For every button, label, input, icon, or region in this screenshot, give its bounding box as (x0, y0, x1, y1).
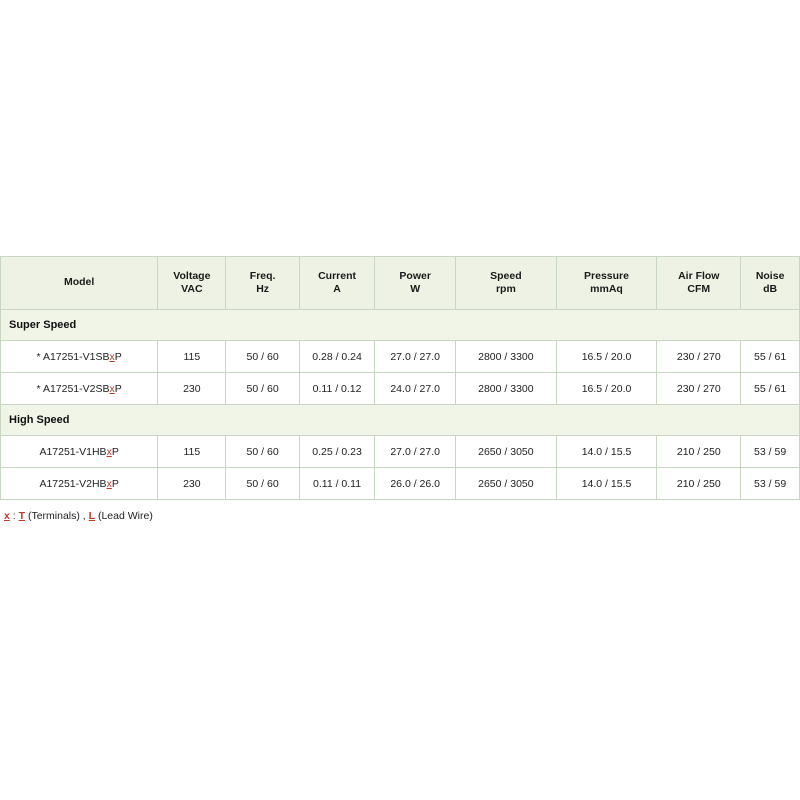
cell-noise: 55 / 61 (741, 373, 800, 405)
footnote-x-symbol: x (4, 510, 10, 522)
column-header-frequency-line1: Freq. (249, 269, 276, 282)
cell-noise: 53 / 59 (741, 468, 800, 500)
cell-speed: 2650 / 3050 (456, 436, 557, 468)
cell-airflow: 230 / 270 (657, 341, 741, 373)
model-prefix: A17251-V1HB (39, 445, 107, 458)
cell-current: 0.11 / 0.11 (299, 468, 374, 500)
cell-power: 24.0 / 27.0 (375, 373, 456, 405)
footnote-t-symbol: T (18, 510, 26, 522)
column-header-speed-line2: rpm (495, 283, 516, 295)
cell-power: 27.0 / 27.0 (375, 436, 456, 468)
column-header-power (375, 257, 456, 310)
cell-power: 27.0 / 27.0 (375, 341, 456, 373)
cell-speed: 2650 / 3050 (456, 468, 557, 500)
column-header-power-line2: W (410, 283, 421, 295)
column-header-airflow-line2: CFM (687, 283, 711, 295)
footnote-l-symbol: L (88, 510, 96, 522)
section-title-high-speed: High Speed (1, 405, 800, 436)
table-row (1, 436, 800, 468)
column-header-voltage-line1: Voltage (173, 269, 211, 282)
cell-noise: 53 / 59 (741, 436, 800, 468)
cell-frequency: 50 / 60 (226, 341, 299, 373)
model-x-marker: x (109, 382, 115, 395)
table-header-row (1, 257, 800, 310)
column-header-model (1, 257, 158, 310)
cell-current: 0.25 / 0.23 (299, 436, 374, 468)
table-row (1, 373, 800, 405)
model-suffix: P (114, 350, 122, 363)
column-header-noise-line2: dB (763, 283, 778, 295)
cell-frequency: 50 / 60 (226, 468, 299, 500)
cell-airflow: 230 / 270 (657, 373, 741, 405)
model-prefix: * A17251-V2SB (36, 382, 110, 395)
model-x-marker: x (106, 445, 112, 458)
cell-frequency: 50 / 60 (226, 436, 299, 468)
column-header-model-line1: Model (63, 276, 95, 289)
model-suffix: P (111, 445, 119, 458)
column-header-current (299, 257, 374, 310)
table-row (1, 341, 800, 373)
cell-frequency: 50 / 60 (226, 373, 299, 405)
footnote-colon: : (9, 510, 19, 522)
column-header-speed-line1: Speed (490, 269, 522, 282)
section-title-super-speed: Super Speed (1, 310, 800, 341)
cell-noise: 55 / 61 (741, 341, 800, 373)
cell-voltage: 230 (158, 373, 226, 405)
cell-airflow: 210 / 250 (657, 436, 741, 468)
column-header-current-line2: A (333, 283, 341, 295)
cell-power: 26.0 / 26.0 (375, 468, 456, 500)
table-footnote (4, 510, 153, 522)
cell-model (1, 341, 158, 373)
cell-pressure: 14.0 / 15.5 (556, 436, 657, 468)
column-header-voltage-line2: VAC (181, 283, 203, 295)
cell-current: 0.11 / 0.12 (299, 373, 374, 405)
section-header-row (1, 310, 800, 341)
cell-airflow: 210 / 250 (657, 468, 741, 500)
column-header-noise (741, 257, 800, 310)
model-prefix: A17251-V2HB (39, 477, 107, 490)
specification-table-container (0, 256, 800, 500)
model-prefix: * A17251-V1SB (36, 350, 110, 363)
column-header-pressure (556, 257, 657, 310)
column-header-airflow-line1: Air Flow (678, 269, 720, 282)
column-header-speed (456, 257, 557, 310)
column-header-pressure-line1: Pressure (584, 269, 629, 282)
column-header-power-line1: Power (399, 269, 431, 282)
footnote-leadwire-text: (Lead Wire) (95, 510, 153, 522)
model-x-marker: x (106, 477, 112, 490)
cell-speed: 2800 / 3300 (456, 373, 557, 405)
cell-current: 0.28 / 0.24 (299, 341, 374, 373)
footnote-terminals-text: (Terminals) , (25, 510, 89, 522)
cell-voltage: 115 (158, 436, 226, 468)
table-header (1, 257, 800, 310)
cell-model (1, 373, 158, 405)
column-header-noise-line1: Noise (755, 269, 785, 282)
table-body (1, 310, 800, 500)
column-header-current-line1: Current (318, 269, 357, 282)
cell-voltage: 115 (158, 341, 226, 373)
table-row (1, 468, 800, 500)
model-suffix: P (111, 477, 119, 490)
cell-speed: 2800 / 3300 (456, 341, 557, 373)
model-suffix: P (114, 382, 122, 395)
cell-voltage: 230 (158, 468, 226, 500)
column-header-frequency-line2: Hz (256, 283, 270, 295)
model-x-marker: x (109, 350, 115, 363)
specification-table (0, 256, 800, 500)
column-header-voltage (158, 257, 226, 310)
column-header-airflow (657, 257, 741, 310)
cell-pressure: 14.0 / 15.5 (556, 468, 657, 500)
cell-pressure: 16.5 / 20.0 (556, 373, 657, 405)
section-header-row (1, 405, 800, 436)
column-header-frequency (226, 257, 299, 310)
column-header-pressure-line2: mmAq (590, 283, 623, 295)
cell-pressure: 16.5 / 20.0 (556, 341, 657, 373)
cell-model (1, 468, 158, 500)
cell-model (1, 436, 158, 468)
